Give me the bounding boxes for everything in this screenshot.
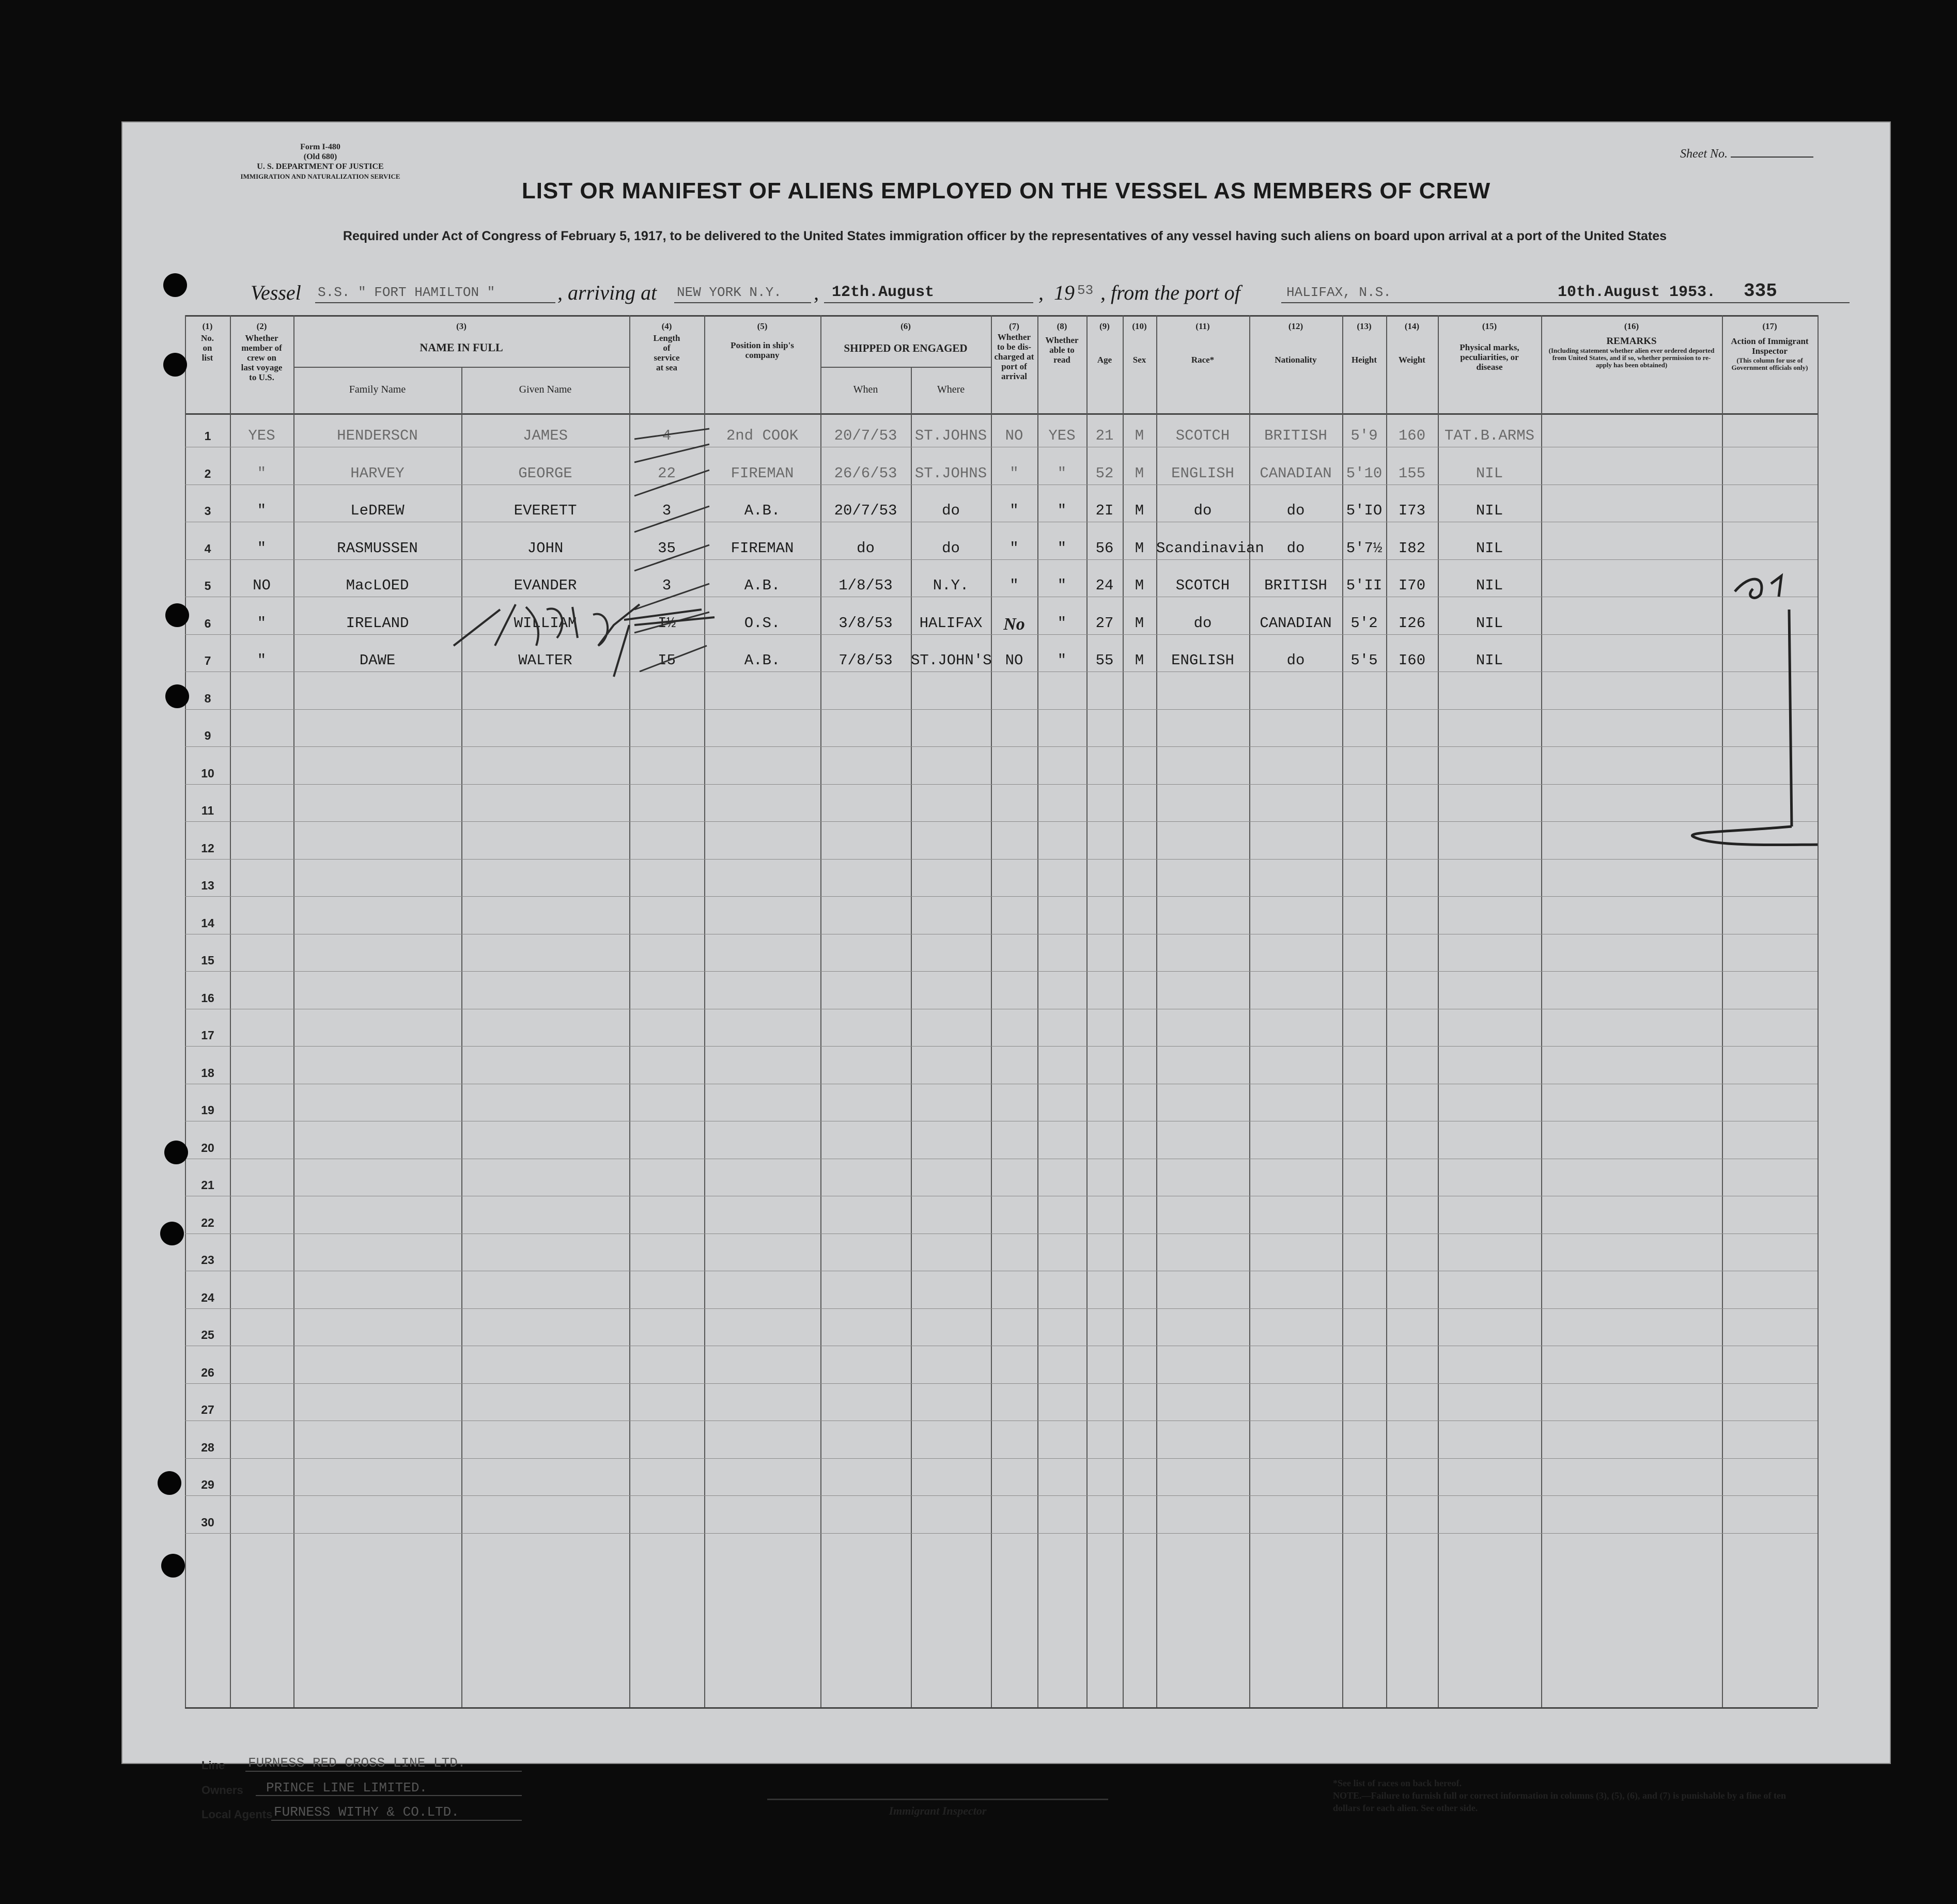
col10-label: Sex <box>1132 355 1146 365</box>
cell-weight: 160 <box>1398 427 1426 444</box>
cell-race: SCOTCH <box>1175 427 1230 444</box>
cell-age: 56 <box>1095 539 1114 557</box>
col14-label: Weight <box>1399 355 1425 365</box>
row-number: 26 <box>201 1365 214 1379</box>
cell-discharged: NO <box>1005 427 1023 444</box>
row-number: 8 <box>204 691 211 705</box>
col1-label: No. on list <box>200 333 214 363</box>
arrival-date: 12th.August <box>832 284 935 301</box>
cell-marks: NIL <box>1475 502 1503 519</box>
col15-number: (15) <box>1482 321 1497 331</box>
departure-date: 10th.August 1953. <box>1558 284 1716 301</box>
service-name: IMMIGRATION AND NATURALIZATION SERVICE <box>240 173 400 180</box>
cell-position: A.B. <box>744 652 781 669</box>
cell-height: 5'IO <box>1346 502 1383 519</box>
cell-family: HARVEY <box>350 464 405 482</box>
sheet-number-line <box>1731 157 1813 158</box>
row-number: 10 <box>201 766 214 780</box>
row-number: 11 <box>201 804 214 817</box>
cell-nationality: CANADIAN <box>1260 464 1332 482</box>
strike-mark <box>634 506 709 532</box>
row-number: 4 <box>204 541 211 555</box>
cell-sex: M <box>1135 464 1144 482</box>
cell-sex: M <box>1135 539 1144 557</box>
cell-family: LeDREW <box>350 502 405 519</box>
cell-read: " <box>1057 502 1067 519</box>
col14-number: (14) <box>1404 321 1420 331</box>
cell-position: 2nd COOK <box>726 427 799 444</box>
stamp-number: 335 <box>1744 280 1777 302</box>
cell-when: do <box>857 539 875 557</box>
col3-number: (3) <box>456 321 467 331</box>
cell-service: 4 <box>662 427 672 444</box>
col1-number: (1) <box>202 321 213 331</box>
cell-position: A.B. <box>744 502 781 519</box>
cell-last-voyage: " <box>257 614 267 632</box>
cell-height: 5'2 <box>1350 614 1378 632</box>
col17-sublabel: (This column for use of Government officials only) <box>1731 356 1808 371</box>
from-port-label: , from the port of <box>1100 281 1240 304</box>
cell-position: A.B. <box>744 577 781 594</box>
sheet-number-label: Sheet No. <box>1680 147 1728 161</box>
cell-given: JAMES <box>522 427 568 444</box>
col17-number: (17) <box>1762 321 1777 331</box>
row-number: 13 <box>201 879 214 892</box>
col2-label: Whether member of crew on last voyage to U.S. <box>241 333 283 382</box>
local-agents-value: FURNESS WITHY & CO.LTD. <box>274 1804 459 1820</box>
col12-label: Nationality <box>1275 355 1317 365</box>
cell-discharged: " <box>1009 539 1019 557</box>
owners-value: PRINCE LINE LIMITED. <box>266 1780 428 1796</box>
cell-family: MacLOED <box>346 577 409 594</box>
line-label: Line <box>201 1759 225 1772</box>
sheet-number-field <box>1680 147 1813 161</box>
row-number: 28 <box>201 1440 214 1454</box>
strike-mark <box>634 470 709 496</box>
cell-when: 1/8/53 <box>838 577 893 594</box>
row-number: 9 <box>204 729 211 742</box>
cell-service: I½ <box>658 614 676 632</box>
cell-age: 21 <box>1095 427 1114 444</box>
vessel-name: S.S. " FORT HAMILTON " <box>318 285 495 300</box>
col17-label: Action of Immigrant Inspector <box>1731 336 1809 356</box>
cell-read: " <box>1057 539 1067 557</box>
row-number: 7 <box>204 654 211 667</box>
strike-mark <box>640 646 707 672</box>
cell-given: WALTER <box>518 652 572 669</box>
col3-given-label: Given Name <box>519 384 572 395</box>
punch-hole <box>163 353 187 377</box>
cell-race: do <box>1193 502 1212 519</box>
form-identifier <box>189 142 452 181</box>
row-number: 2 <box>204 466 211 480</box>
cell-when: 20/7/53 <box>834 502 897 519</box>
cell-last-voyage: YES <box>248 427 275 444</box>
cell-when: 20/7/53 <box>834 427 897 444</box>
cell-race: SCOTCH <box>1175 577 1230 594</box>
punch-hole <box>161 1554 185 1578</box>
row-number: 29 <box>201 1478 214 1491</box>
cell-weight: I60 <box>1398 652 1426 669</box>
cell-discharged: " <box>1009 577 1019 594</box>
document-title: LIST OR MANIFEST OF ALIENS EMPLOYED ON THE VESSEL AS MEMBERS OF CREW <box>521 178 1491 204</box>
cell-nationality: do <box>1286 539 1305 557</box>
cell-nationality: BRITISH <box>1264 427 1327 444</box>
col10-number: (10) <box>1132 321 1147 331</box>
cell-sex: M <box>1135 614 1144 632</box>
footnotes <box>1333 1777 1798 1814</box>
row-number: 19 <box>201 1103 214 1117</box>
punch-hole <box>164 1141 188 1164</box>
signature-scrawl <box>454 604 715 677</box>
cell-sex: M <box>1135 502 1144 519</box>
cell-weight: I73 <box>1398 502 1426 519</box>
cell-height: 5'7½ <box>1346 539 1383 557</box>
row-number: 24 <box>201 1290 214 1304</box>
inspector-signature-label: Immigrant Inspector <box>889 1804 987 1817</box>
inspector-initial-mark <box>1735 576 1781 598</box>
row-number: 18 <box>201 1066 214 1080</box>
cell-nationality: do <box>1286 652 1305 669</box>
row-number: 12 <box>201 841 214 855</box>
col5-label: Position in ship's company <box>731 340 794 360</box>
cell-family: DAWE <box>359 652 396 669</box>
col5-number: (5) <box>757 321 768 331</box>
races-note: *See list of races on back hereof. <box>1333 1778 1462 1788</box>
col7-number: (7) <box>1009 321 1019 331</box>
cell-marks: NIL <box>1475 577 1503 594</box>
cell-where: do <box>942 502 960 519</box>
cell-marks: NIL <box>1475 539 1503 557</box>
cell-where: do <box>942 539 960 557</box>
strike-mark <box>634 612 709 633</box>
crew-table <box>185 315 1818 1710</box>
cell-position: FIREMAN <box>731 464 794 482</box>
row-number: 20 <box>201 1141 214 1154</box>
vessel-label: Vessel <box>251 281 301 304</box>
row-number: 1 <box>204 429 211 443</box>
cell-family: HENDERSCN <box>337 427 418 444</box>
departure-port: HALIFAX, N.S. <box>1286 285 1391 300</box>
row-number: 25 <box>201 1328 214 1341</box>
col9-label: Age <box>1097 355 1112 365</box>
cell-family: RASMUSSEN <box>337 539 418 557</box>
cell-when: 26/6/53 <box>834 464 897 482</box>
cell-given: EVANDER <box>514 577 577 594</box>
row-number: 30 <box>201 1515 214 1529</box>
cell-marks: NIL <box>1475 652 1503 669</box>
form-number: Form I-480 <box>300 143 340 151</box>
cell-last-voyage: NO <box>253 577 271 594</box>
cell-where: ST.JOHN'S <box>911 652 992 669</box>
col13-label: Height <box>1351 355 1377 365</box>
cell-discharged: " <box>1009 502 1019 519</box>
cell-height: 5'II <box>1346 577 1383 594</box>
cell-given: JOHN <box>527 539 564 557</box>
department-name: U. S. DEPARTMENT OF JUSTICE <box>257 162 384 171</box>
col6-label: SHIPPED OR ENGAGED <box>844 342 968 354</box>
cell-race: do <box>1193 614 1212 632</box>
col9-number: (9) <box>1099 321 1110 331</box>
cell-read: " <box>1057 577 1067 594</box>
col11-number: (11) <box>1195 321 1210 331</box>
cell-sex: M <box>1135 577 1144 594</box>
cell-where: ST.JOHNS <box>914 464 987 482</box>
cell-discharged: No <box>1003 614 1025 634</box>
cell-race: ENGLISH <box>1171 464 1234 482</box>
cell-last-voyage: " <box>257 652 267 669</box>
col16-sublabel: (Including statement whether alien ever ordered deported from United States, and if so, whether permission to re-apply has been obtained) <box>1548 347 1715 369</box>
cell-family: IRELAND <box>346 614 409 632</box>
handwritten-marks <box>185 315 1818 1707</box>
local-agents-label: Local Agents <box>201 1808 273 1821</box>
cell-service: I5 <box>658 652 676 669</box>
cell-marks: TAT.B.ARMS <box>1444 427 1535 444</box>
cell-given: WILLIAM <box>514 614 577 632</box>
cell-weight: 155 <box>1398 464 1426 482</box>
cell-marks: NIL <box>1475 464 1503 482</box>
strike-mark <box>634 545 709 571</box>
cell-race: ENGLISH <box>1171 652 1234 669</box>
row-number: 6 <box>204 616 211 630</box>
cell-height: 5'9 <box>1350 427 1378 444</box>
cell-service: 22 <box>658 464 676 482</box>
form-old-number: (Old 680) <box>303 152 337 161</box>
col6-when-label: When <box>853 384 878 395</box>
row-number: 27 <box>201 1403 214 1416</box>
col3-family-label: Family Name <box>349 384 406 395</box>
strike-mark <box>634 429 709 439</box>
cell-where: ST.JOHNS <box>914 427 987 444</box>
cell-last-voyage: " <box>257 464 267 482</box>
col6-where-label: Where <box>937 384 965 395</box>
cell-nationality: BRITISH <box>1264 577 1327 594</box>
cell-last-voyage: " <box>257 539 267 557</box>
punch-hole <box>158 1471 181 1495</box>
cell-height: 5'10 <box>1346 464 1383 482</box>
cell-sex: M <box>1135 652 1144 669</box>
cell-age: 2I <box>1095 502 1114 519</box>
col11-label: Race* <box>1191 355 1215 365</box>
cell-height: 5'5 <box>1350 652 1378 669</box>
col13-number: (13) <box>1357 321 1372 331</box>
cell-age: 55 <box>1095 652 1114 669</box>
cell-age: 27 <box>1095 614 1114 632</box>
requirement-statement: Required under Act of Congress of February 5, 1917, to be delivered to the United States immigration officer by the representatives of any vessel having such aliens on board upon arrival at a port of the United States <box>343 229 1667 243</box>
col8-number: (8) <box>1057 321 1067 331</box>
cell-weight: I82 <box>1398 539 1426 557</box>
cell-discharged: " <box>1009 464 1019 482</box>
row-number: 5 <box>204 579 211 592</box>
cell-read: " <box>1057 614 1067 632</box>
cell-weight: I26 <box>1398 614 1426 632</box>
manifest-sheet <box>121 121 1891 1821</box>
arriving-label: , arriving at <box>557 281 657 304</box>
strike-mark <box>634 584 709 610</box>
cell-where: N.Y. <box>933 577 969 594</box>
cell-position: FIREMAN <box>731 539 794 557</box>
cell-given: EVERETT <box>514 502 577 519</box>
cell-where: HALIFAX <box>919 614 983 632</box>
col6-number: (6) <box>900 321 911 331</box>
col16-number: (16) <box>1624 321 1639 331</box>
cell-age: 52 <box>1095 464 1114 482</box>
cell-race: Scandinavian <box>1156 539 1264 557</box>
cell-read: " <box>1057 464 1067 482</box>
col4-number: (4) <box>661 321 672 331</box>
cell-service: 35 <box>658 539 676 557</box>
cell-discharged: NO <box>1005 652 1023 669</box>
cell-given: GEORGE <box>518 464 572 482</box>
row-number: 17 <box>201 1028 214 1042</box>
cell-marks: NIL <box>1475 614 1503 632</box>
cell-age: 24 <box>1095 577 1114 594</box>
owners-label: Owners <box>201 1784 243 1797</box>
year-prefix: 19 <box>1054 281 1075 304</box>
cell-sex: M <box>1135 427 1144 444</box>
cell-service: 3 <box>662 502 672 519</box>
cell-nationality: CANADIAN <box>1260 614 1332 632</box>
cell-nationality: do <box>1286 502 1305 519</box>
row-number: 15 <box>201 954 214 967</box>
punch-hole <box>163 273 187 297</box>
col2-number: (2) <box>256 321 267 331</box>
cell-last-voyage: " <box>257 502 267 519</box>
cell-when: 7/8/53 <box>838 652 893 669</box>
col16-label: REMARKS <box>1606 336 1657 347</box>
cell-read: " <box>1057 652 1067 669</box>
col4-label: Length of service at sea <box>653 333 680 372</box>
col15-label: Physical marks, peculiarities, or disease <box>1459 342 1519 372</box>
cell-when: 3/8/53 <box>838 614 893 632</box>
cell-weight: I70 <box>1398 577 1426 594</box>
row-number: 22 <box>201 1215 214 1229</box>
col7-label: Whether to be dis-charged at port of arrival <box>994 332 1034 381</box>
punch-hole <box>160 1222 184 1245</box>
punch-hole <box>165 684 189 708</box>
row-number: 23 <box>201 1253 214 1267</box>
line-value: FURNESS RED CROSS LINE LTD. <box>248 1755 466 1771</box>
strike-mark <box>634 444 709 462</box>
row-number: 14 <box>201 916 214 930</box>
punch-hole <box>165 603 189 627</box>
penalty-note: NOTE.—Failure to furnish full or correct information in columns (3), (5), (6), and (7) is punishable by a fine of ten dollars for each alien. See other side. <box>1333 1790 1787 1813</box>
cell-read: YES <box>1048 427 1076 444</box>
row-number: 21 <box>201 1178 214 1192</box>
cell-service: 3 <box>662 577 672 594</box>
arriving-port: NEW YORK N.Y. <box>677 285 782 300</box>
cell-position: O.S. <box>744 614 781 632</box>
col3-label: NAME IN FULL <box>420 341 503 354</box>
vessel-line: Vessel S.S. " FORT HAMILTON " , arriving at NEW YORK N.Y. , 12th.August , 19 53 , from the port of HALIFAX, N.S. 10th.August 1953. 335 <box>251 280 1852 303</box>
col8-label: Whether able to read <box>1045 335 1079 365</box>
year-suffix: 53 <box>1077 283 1094 298</box>
row-number: 3 <box>204 504 211 518</box>
row-number: 16 <box>201 991 214 1005</box>
col12-number: (12) <box>1288 321 1303 331</box>
inspector-bracket-mark <box>1692 610 1818 845</box>
